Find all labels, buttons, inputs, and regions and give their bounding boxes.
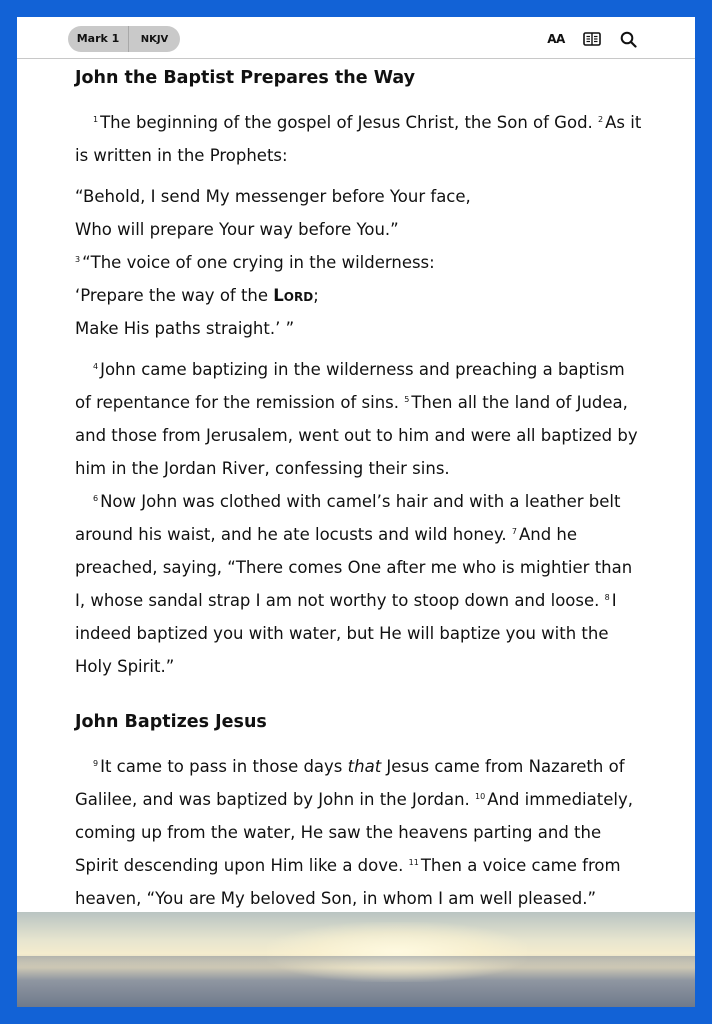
paragraph <box>75 485 645 683</box>
poetry-line[interactable]: Make His paths straight.’ ” <box>75 319 295 338</box>
verse-number[interactable]: 9 <box>93 758 99 768</box>
verse-number[interactable]: 5 <box>404 394 410 404</box>
verse-text[interactable]: It came to pass in those days <box>100 757 348 776</box>
poetry-line[interactable] <box>75 246 645 279</box>
paragraph <box>75 353 645 485</box>
verse-number[interactable]: 11 <box>408 857 419 867</box>
verse-number[interactable]: 1 <box>93 114 99 124</box>
toolbar-actions <box>545 30 639 48</box>
verse-text[interactable]: ‘Prepare the way of the <box>75 286 274 305</box>
verse-text[interactable]: Now John was clothed with camel’s hair and with a leather belt around his waist, and he ate locusts and wild honey. <box>75 492 621 544</box>
verse-number[interactable]: 7 <box>511 526 517 536</box>
verse-number[interactable]: 2 <box>598 114 604 124</box>
verse-text[interactable]: And immediately, coming up from the water, He saw the heavens parting and the Spirit descending upon Him like a dove. <box>75 790 633 875</box>
verse-text[interactable]: As it is written in the Prophets: <box>75 113 642 165</box>
book-icon <box>583 32 601 46</box>
poetry-line[interactable] <box>75 279 645 312</box>
distant-hills <box>17 956 695 968</box>
poetry-block <box>75 180 645 345</box>
background-scenery-image <box>17 912 695 1007</box>
font-size-label: AA <box>547 32 565 46</box>
verse-number[interactable]: 8 <box>604 592 610 602</box>
search-button[interactable] <box>617 30 639 48</box>
verse-text[interactable]: Then a voice came from heaven, “You are My beloved Son, in whom I am well pleased.” <box>75 856 621 908</box>
verse-text[interactable]: And he preached, saying, “There comes One after me who is mightier than I, whose sandal strap I am not worthy to stoop down and loose. <box>75 525 633 610</box>
verse-number[interactable]: 6 <box>93 493 99 503</box>
search-icon <box>620 31 637 48</box>
verse-text[interactable]: I indeed baptized you with water, but He will baptize you with the Holy Spirit.” <box>75 591 617 676</box>
verse-number[interactable]: 10 <box>475 791 486 801</box>
verse-text[interactable]: ; <box>313 286 319 305</box>
reader-page <box>17 17 695 1007</box>
verse-number[interactable]: 4 <box>93 361 99 371</box>
verse-text[interactable]: John came baptizing in the wilderness and preaching a baptism of repentance for the remission of sins. <box>75 360 625 412</box>
parallel-view-button[interactable] <box>581 30 603 48</box>
font-size-button[interactable] <box>545 30 567 48</box>
section-heading: John Baptizes Jesus <box>75 712 267 732</box>
poetry-line[interactable]: Who will prepare Your way before You.” <box>75 220 399 239</box>
version-button[interactable]: NKJV <box>140 33 169 45</box>
top-toolbar <box>17 17 695 59</box>
paragraph <box>75 750 645 915</box>
verse-number[interactable]: 3 <box>75 254 81 264</box>
book-chapter-button[interactable]: Mark 1 <box>68 26 129 52</box>
section-heading: John the Baptist Prepares the Way <box>75 68 416 88</box>
italic-word[interactable]: that <box>347 757 382 776</box>
sunlight-glow <box>267 922 527 982</box>
verse-text[interactable]: The beginning of the gospel of Jesus Christ, the Son of God. <box>100 113 593 132</box>
paragraph <box>75 106 645 172</box>
verse-text[interactable]: Then all the land of Judea, and those from Jerusalem, went out to him and were all baptized by him in the Jordan River, confessing their sins. <box>75 393 638 478</box>
verse-text[interactable]: Jesus came from Nazareth of Galilee, and was baptized by John in the Jordan. <box>75 757 625 809</box>
verse-text[interactable]: “The voice of one crying in the wilderness: <box>82 253 435 272</box>
reference-selector[interactable] <box>68 26 180 52</box>
poetry-line[interactable]: “Behold, I send My messenger before Your face, <box>75 187 471 206</box>
chapter-text <box>75 61 645 915</box>
divine-name[interactable]: Lord <box>273 286 314 305</box>
